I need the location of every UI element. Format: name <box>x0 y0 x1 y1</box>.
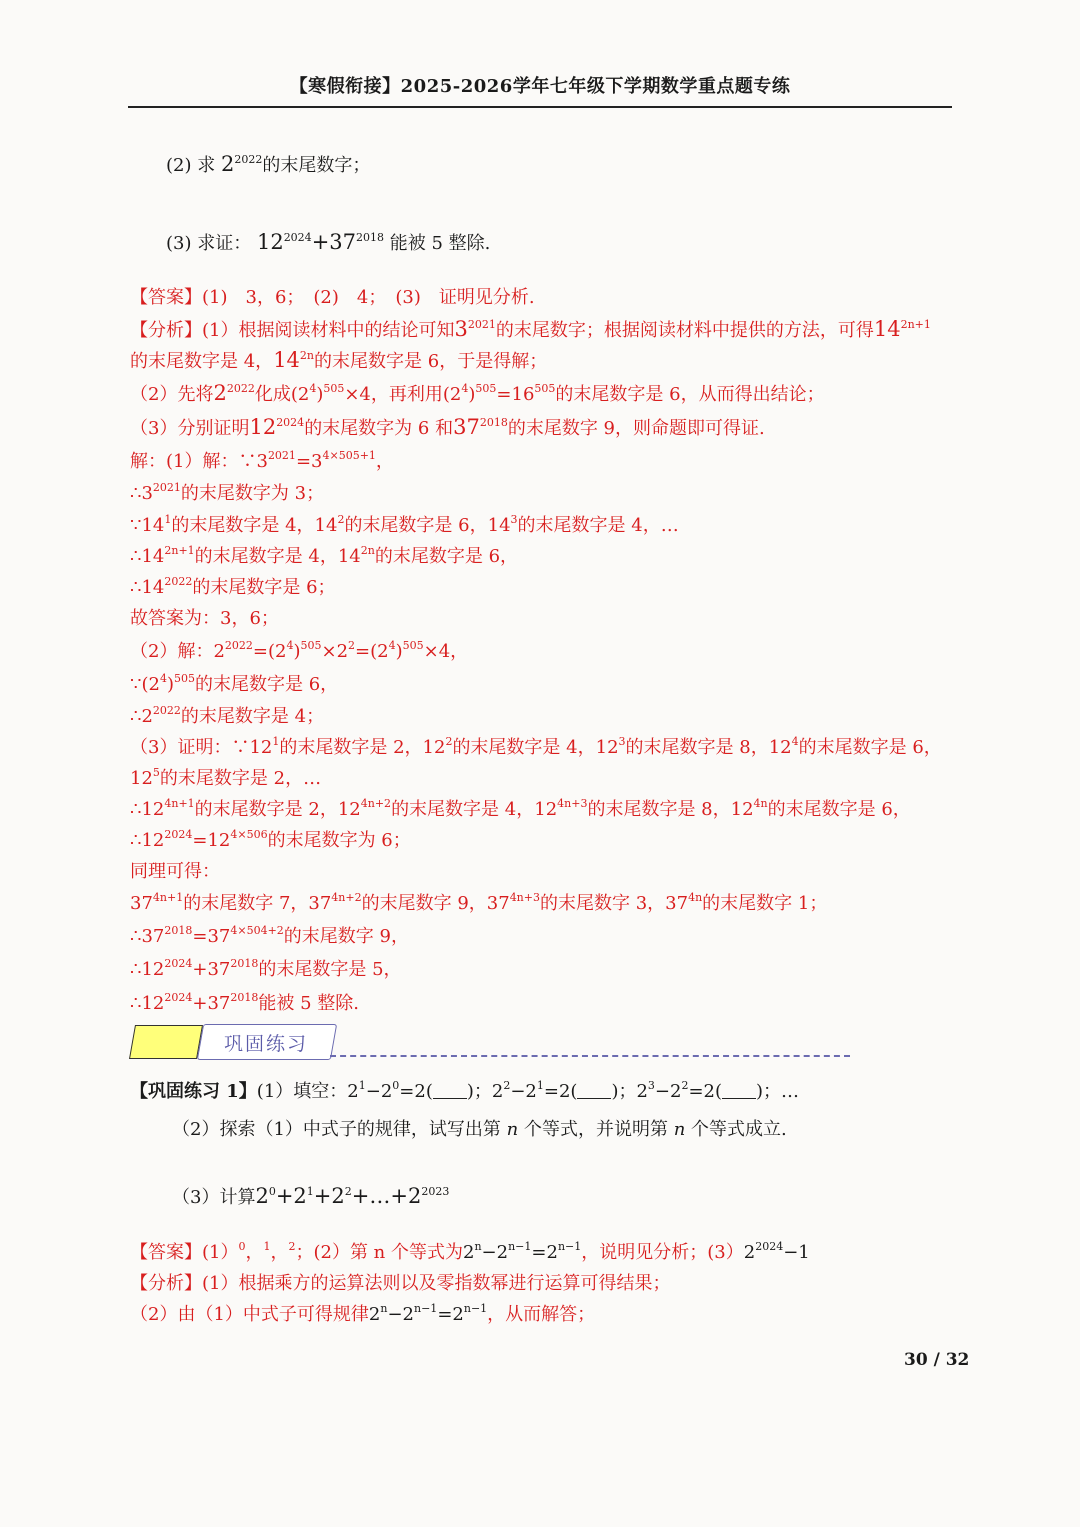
solution-line-15: $37^{4n+1}$的末尾数字 7，$37^{4n+2}$的末尾数字 9，$37^{4n+3}$的末尾数字 3，$37^{4n}$的末尾数字 1； <box>130 891 828 914</box>
solution-line-2: $\therefore 3^{2021}$的末尾数字为 3； <box>130 481 325 504</box>
solution-line-8: $\because(2^4)^{505}$的末尾数字是 6， <box>130 672 339 695</box>
exercise-1-line-2: （2）探索（1）中式子的规律，试写出第 n 个等式，并说明第 n 个等式成立. <box>172 1119 787 1140</box>
answer-line: 【答案】(1) 3，6； (2) 4； (3) 证明见分析. <box>130 287 535 308</box>
solution-line-14: 同理可得： <box>130 861 220 882</box>
exercise-1-line-3: （3）计算$2^0+2^1+2^2+\dots+2^{2023}$ <box>172 1184 450 1208</box>
analysis-line-2: 的末尾数字是 4，$14^{2n}$的末尾数字是 6，于是得解； <box>130 348 548 372</box>
fill-blank-1[interactable] <box>433 1080 467 1099</box>
exercise-1-answer: 【答案】(1）$^0$，$^1$，$^2$；(2）第 n 个等式为$2^n-2^{n-1}=2^{n-1}$，说明见分析；$(3)2^{2024}-1$ <box>130 1240 810 1263</box>
solution-line-16: $\therefore 37^{2018}=37^{4\times 504+2}$的末尾数字 9， <box>130 924 409 947</box>
solution-line-9: $\therefore 2^{2022}$的末尾数字是 4； <box>130 704 325 727</box>
section-divider <box>330 1055 850 1057</box>
solution-line-5: $\therefore 14^{2022}$的末尾数字是 6； <box>130 575 336 598</box>
fill-blank-2[interactable] <box>577 1080 611 1099</box>
solution-line-1: 解：(1）解：$\because 3^{2021}=3^{4\times 505+1}$， <box>130 449 394 472</box>
solution-line-12: $\therefore 12^{4n+1}$的末尾数字是 2，$12^{4n+2}$的末尾数字是 4，$12^{4n+3}$的末尾数字是 8，$12^{4n}$的末尾数字是 6， <box>130 797 911 820</box>
solution-line-3: $\because 14^1$的末尾数字是 4，$14^2$的末尾数字是 6，$14^3$的末尾数字是 4，… <box>130 513 679 536</box>
page-header-title: 【寒假衔接】2025-2026学年七年级下学期数学重点题专练 <box>289 76 791 97</box>
analysis-line-4: （3）分别证明$12^{2024}$的末尾数字为 6 和$37^{2018}$的末尾数字 9，则命题即可得证. <box>130 415 765 439</box>
solution-line-10: （3）证明：$\because 12^1$的末尾数字是 2，$12^2$的末尾数字是 4，$12^3$的末尾数字是 8，$12^4$的末尾数字是 6， <box>130 735 942 758</box>
section-badge-marker <box>129 1025 203 1059</box>
solution-line-18: $\therefore 12^{2024}+37^{2018}$能被 5 整除. <box>130 991 359 1014</box>
exercise-1-analysis-2: （2）由（1）中式子可得规律$2^n-2^{n-1}=2^{n-1}$，从而解答； <box>130 1302 596 1325</box>
fill-blank-3[interactable] <box>722 1080 756 1099</box>
solution-line-13: $\therefore 12^{2024}=12^{4\times 506}$的末尾数字为 6； <box>130 828 411 851</box>
question-part-2: (2) 求 $2^{2022}$的末尾数字； <box>166 152 371 176</box>
analysis-line-3: （2）先将$2^{2022}$化成$(2^4)^{505}\times 4$，再利用$(2^4)^{505}=16^{505}$的末尾数字是 6，从而得出结论； <box>130 381 825 405</box>
analysis-line-1: 【分析】(1）根据阅读材料中的结论可知$3^{2021}$的末尾数字；根据阅读材料中提供的方法，可得$14^{2n+1}$ <box>130 317 931 341</box>
solution-line-7: （2）解：$2^{2022}=(2^4)^{505}\times 2^2=(2^4)^{505}\times 4$， <box>130 639 469 662</box>
exercise-1-line-1: 【巩固练习 1】(1）填空：$2^1-2^0=2$( )；$2^2-2^1=2$( )；$2^3-2^2=2$( )；… <box>130 1079 800 1102</box>
question-part-3: (3) 求证： $12^{2024}+37^{2018}$ 能被 5 整除. <box>166 230 491 254</box>
section-label: 巩固练习 <box>224 1033 309 1055</box>
solution-line-11: $12^5$的末尾数字是 2，… <box>130 766 322 789</box>
solution-line-4: $\therefore 14^{2n+1}$的末尾数字是 4，$14^{2n}$的末尾数字是 6， <box>130 544 519 567</box>
header-divider <box>128 106 952 108</box>
solution-line-6: 故答案为：3，6； <box>130 608 279 629</box>
page-number: 30 / 32 <box>904 1350 970 1370</box>
exercise-1-analysis-1: 【分析】(1）根据乘方的运算法则以及零指数幂进行运算可得结果； <box>130 1273 671 1294</box>
solution-line-17: $\therefore 12^{2024}+37^{2018}$的末尾数字是 5， <box>130 957 402 980</box>
